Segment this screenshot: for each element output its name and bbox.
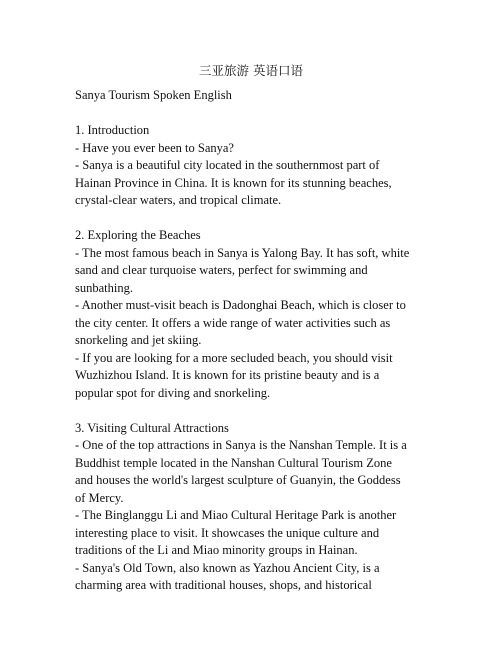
paragraph-item: - Sanya is a beautiful city located in the southernmost part of Hainan Province in China. It is known for its stunning beaches, crystal-clear waters, and tropical climate. <box>75 158 392 207</box>
paragraph-item: - The Binglanggu Li and Miao Cultural Heritage Park is another interesting place to visit. It showcases the unique culture and traditions of the Li and Miao minority groups in Hainan. <box>75 508 397 557</box>
paragraph-item: - Have you ever been to Sanya? <box>75 140 234 155</box>
section-exploring-beaches <box>75 227 410 402</box>
page-title: 三亚旅游 英语口语 <box>199 63 303 78</box>
section-heading: 2. Exploring the Beaches <box>75 228 201 242</box>
paragraph-item: - The most famous beach in Sanya is Yalong Bay. It has soft, white sand and clear turquoise waters, perfect for swimming and sunbathing. <box>75 245 410 295</box>
section-heading: 1. Introduction <box>75 123 150 137</box>
section-introduction <box>75 122 410 210</box>
section-heading: 3. Visiting Cultural Attractions <box>75 420 229 435</box>
paragraph-item: - One of the top attractions in Sanya is the Nanshan Temple. It is a Buddhist temple located in the Nanshan Cultural Tourism Zone and houses the world's largest sculpture of Guanyin, the Goddess of Mercy. <box>75 438 407 505</box>
section-cultural-attractions <box>75 420 410 595</box>
document-title: Sanya Tourism Spoken English <box>75 88 232 102</box>
paragraph-item: - Sanya's Old Town, also known as Yazhou Ancient City, is a charming area with traditional houses, shops, and historical <box>75 560 380 592</box>
paragraph-item: - If you are looking for a more secluded beach, you should visit Wuzhizhou Island. It is known for its pristine beauty and is a popular spot for diving and snorkeling. <box>75 350 393 400</box>
paragraph-item: - Another must-visit beach is Dadonghai Beach, which is closer to the city center. It offers a wide range of water activities such as snorkeling and jet skiing. <box>75 298 406 347</box>
document-body <box>75 87 410 612</box>
